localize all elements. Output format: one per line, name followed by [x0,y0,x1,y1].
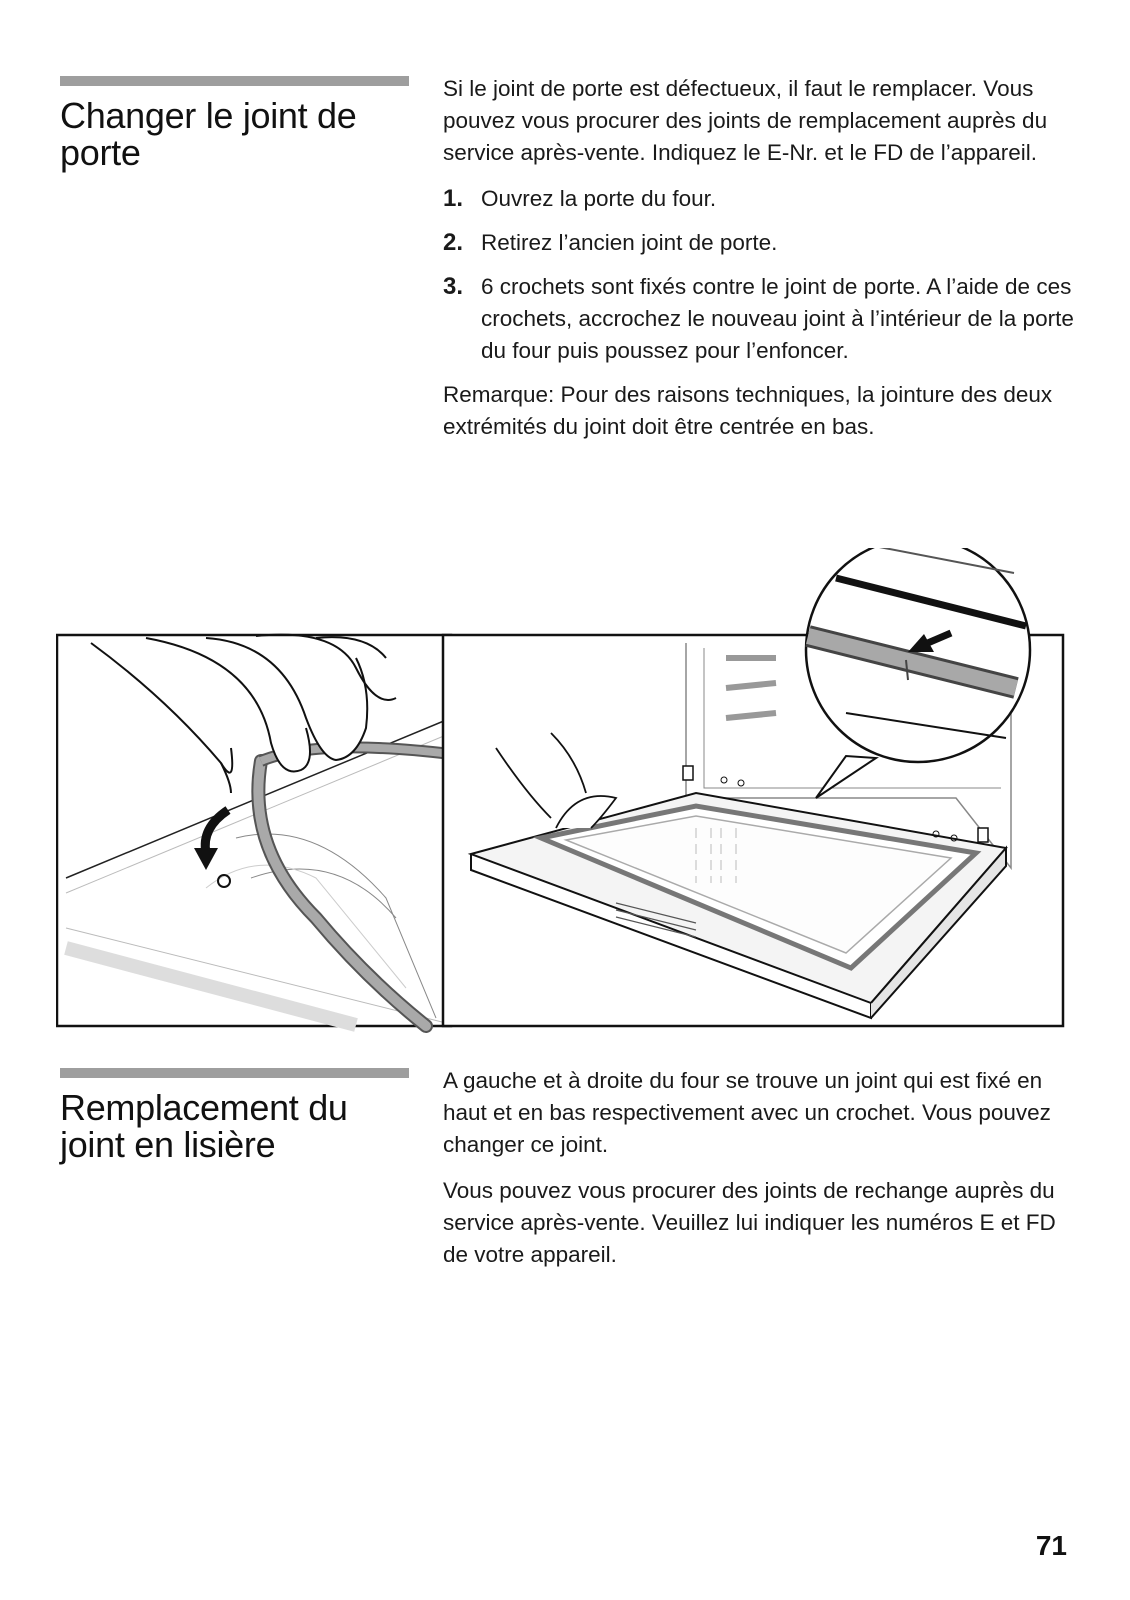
step-text: Ouvrez la porte du four. [481,186,717,211]
page-number: 71 [1035,1530,1067,1561]
step-number: 2. [443,229,464,256]
body-paragraph: A gauche et à droite du four se trouve un joint qui est fixé en haut et en bas respectivement avec un crochet. Vous pouvez changer ce joint. [443,1068,1051,1157]
section-body-door-seal [443,73,1083,457]
step-item [443,227,1083,259]
step-item [443,183,1083,215]
note-paragraph: Remarque: Pour des raisons techniques, la jointure des deux extrémités du joint doit être centrée en bas. [443,382,1053,439]
left-panel-seal-insertion [57,635,451,1026]
body-paragraph: Vous pouvez vous procurer des joints de rechange auprès du service après-vente. Veuillez lui indiquer les numéros E et FD de votre appareil. [443,1178,1056,1267]
step-text: Retirez l’ancien joint de porte. [481,230,778,255]
step-item [443,271,1083,367]
step-number: 3. [443,273,464,300]
section-title-edge-seal: Remplacement du joint en lisière [60,1087,348,1165]
door-seal-illustration [56,548,1066,1035]
section-rule [60,76,409,86]
step-number: 1. [443,185,464,212]
steps-list [443,183,1083,367]
section-body-edge-seal [443,1065,1083,1285]
intro-paragraph: Si le joint de porte est défectueux, il faut le remplacer. Vous pouvez vous procurer des joints de remplacement auprès du service après-vente. Indiquez le E-Nr. et le FD de l’appareil. [443,76,1048,165]
section-rule [60,1068,409,1078]
section-title-door-seal: Changer le joint de porte [60,95,357,173]
step-text: 6 crochets sont fixés contre le joint de porte. A l’aide de ces crochets, accrochez le nouveau joint à l’intérieur de la porte du four puis poussez pour l’enfoncer. [481,274,1074,363]
